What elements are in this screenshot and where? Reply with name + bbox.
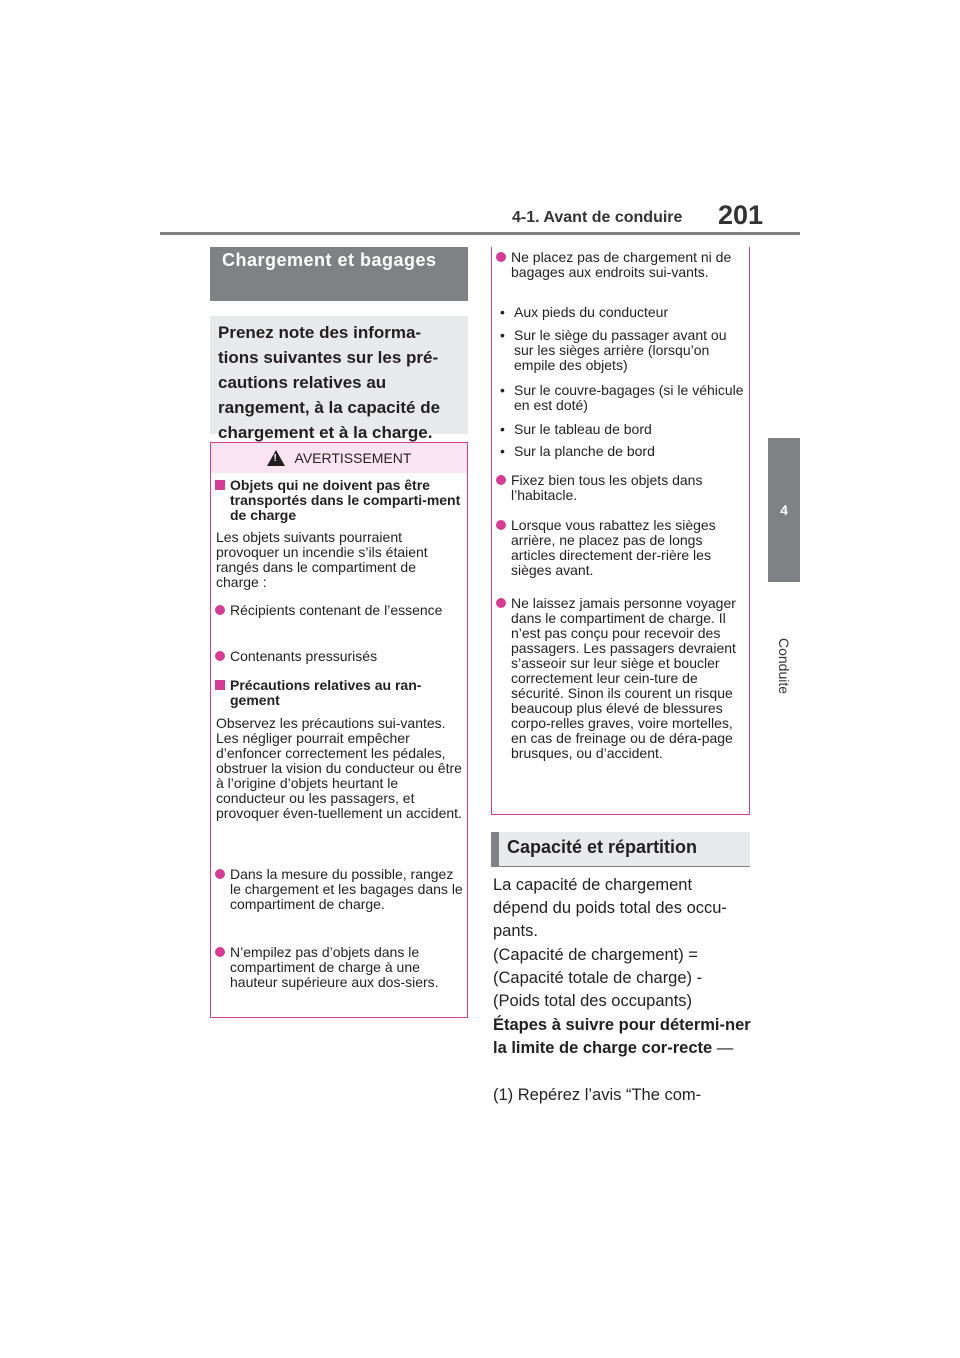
sub-item-5: • Sur la planche de bord — [500, 443, 655, 459]
capacity-step-1: (1) Repérez l’avis “The com- — [493, 1086, 702, 1104]
dot-bullet-icon — [496, 598, 506, 608]
chapter-label-text: Conduite — [776, 637, 792, 695]
page-number: 201 — [718, 200, 764, 230]
warning-box-continued — [491, 247, 750, 815]
section-title-loading: Chargement et bagages — [210, 247, 468, 301]
warning-bullet-2: Contenants pressurisés — [215, 649, 463, 664]
section-title-capacity: Capacité et répartition — [491, 832, 750, 866]
warning-box — [210, 442, 468, 1018]
section-header: 4-1. Avant de conduire — [512, 209, 683, 226]
right-bullet-4: Ne laissez jamais personne voyager dans le compartiment de charge. Il n’est pas conçu pour recevoir des passagers. Les passagers devraient s’asseoir sur leur siège et boucler correctement leur cein-ture de sécurité. Sinon ils courent un risque beaucoup plus élevé de blessures corpo-relles graves, voire mortelles, en cas de freinage ou de déra-page brusques, ou d’accident. — [496, 596, 744, 761]
sub-item-1: • Aux pieds du conducteur — [500, 304, 669, 320]
warning-title: AVERTISSEMENT — [294, 450, 412, 466]
capacity-steps-heading: Étapes à suivre pour détermi-ner la limite de charge cor-recte — — [493, 1016, 751, 1057]
capacity-paragraph-1: La capacité de chargement dépend du poids total des occu-pants. — [493, 876, 727, 940]
chapter-label — [770, 616, 798, 716]
warning-bullet-3: Dans la mesure du possible, rangez le chargement et les bagages dans le compartiment de charge. — [215, 867, 463, 912]
dot-bullet-icon — [215, 947, 225, 957]
warning-icon — [267, 450, 285, 466]
dot-bullet-icon — [496, 520, 506, 530]
right-bullet-3: Lorsque vous rabattez les sièges arrière, ne placez pas de longs articles directement der-rière les sièges avant. — [496, 518, 744, 578]
sub-item-4: • Sur le tableau de bord — [500, 421, 652, 437]
warning-header — [211, 443, 467, 473]
intro-text: Prenez note des informa-tions suivantes sur les pré-cautions relatives au rangement, à la capacité de chargement et à la charge. — [210, 316, 468, 434]
right-bullet-1: Ne placez pas de chargement ni de bagages aux endroits sui-vants. — [496, 250, 744, 280]
warning-paragraph-1: Les objets suivants pourraient provoquer un incendie s’ils étaient rangés dans le compartiment de charge : — [216, 529, 428, 590]
header-rule — [160, 232, 800, 235]
warning-heading-2: Précautions relatives au ran-gement — [215, 678, 463, 708]
chapter-tab[interactable]: 4 — [768, 438, 800, 582]
warning-heading-1: Objets qui ne doivent pas être transportés dans le comparti-ment de charge — [215, 478, 463, 523]
warning-paragraph-2: Observez les précautions sui-vantes. Les négliger pourrait empêcher d’enfoncer correctement les pédales, obstruer la vision du conducteur ou être à l’origine d’objets heurtant le conducteur ou les passagers, et provoquer éven-tuellement un accident. — [216, 715, 462, 821]
dot-bullet-icon — [215, 651, 225, 661]
warning-bullet-1: Récipients contenant de l’essence — [215, 603, 463, 618]
section-rule — [491, 866, 750, 867]
capacity-paragraph-2: (Capacité de chargement) = (Capacité totale de charge) - (Poids total des occupants) — [493, 946, 703, 1010]
dot-bullet-icon — [496, 475, 506, 485]
square-bullet-icon — [215, 680, 225, 690]
dot-bullet-icon — [215, 605, 225, 615]
sub-item-2: • Sur le siège du passager avant ou sur les sièges arrière (lorsqu’on empile des objets) — [500, 327, 727, 373]
dot-bullet-icon — [215, 869, 225, 879]
right-bullet-2: Fixez bien tous les objets dans l’habitacle. — [496, 473, 744, 503]
dot-bullet-icon — [496, 252, 506, 262]
square-bullet-icon — [215, 480, 225, 490]
warning-bullet-4: N’empilez pas d’objets dans le compartiment de charge à une hauteur supérieure aux dos-siers. — [215, 945, 463, 990]
sub-item-3: • Sur le couvre-bagages (si le véhicule en est doté) — [500, 382, 744, 413]
